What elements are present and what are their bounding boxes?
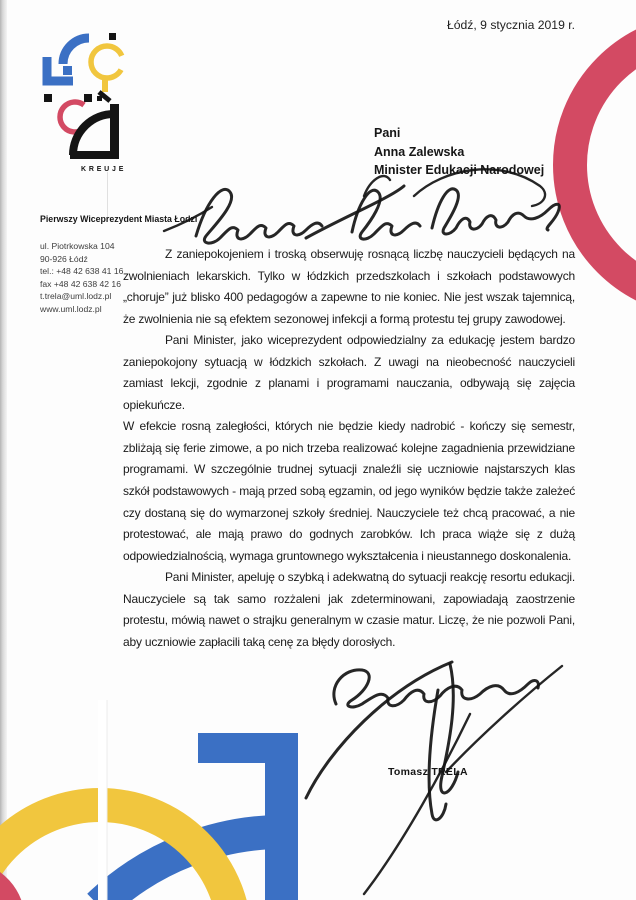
sender-fax: fax +48 42 638 42 16 <box>40 278 121 289</box>
signer-name: Tomasz TRELA <box>388 766 468 778</box>
sender-address-line: 90-926 Łódź <box>40 253 88 264</box>
paragraph: Pani Minister, apeluję o szybką i adekwatną do sytuacji reakcję resortu edukacji. Nauczyciele są tak samo rozżaleni jak zdeterminowani, zapowiadają zaostrzenie protestu, mówią nawet o strajku generalnym w czasie matur. Liczę, że nie pozwoli Pani, aby uczniowie zapłacili taką cenę za błędy dorosłych. <box>123 570 575 649</box>
recipient-line: Anna Zalewska <box>374 144 465 159</box>
lodz-kreuje-logo-icon <box>0 0 160 200</box>
sender-website: www.uml.lodz.pl <box>40 303 102 314</box>
sender-address-line: ul. Piotrkowska 104 <box>40 241 115 251</box>
sender-email: t.trela@uml.lodz.pl <box>40 291 112 302</box>
sender-contact-block <box>40 240 123 316</box>
recipient-line: Pani <box>374 126 401 140</box>
paragraph: Z zaniepokojeniem i troską obserwuję rosnącą liczbę nauczycieli będących na zwolnieniach lekarskich. Tylko w łódzkich przedszkolach i szkołach podstawowych „choruje” już blisko 400 pedagogów a zapewne to nie koniec. Nie jest wszak tajemnicą, że zwolnienia nie są efektem sezonowej infekcji a formą protestu tej grupy zawodowej. <box>123 247 575 326</box>
bottom-logo-decoration-icon <box>0 700 330 900</box>
recipient-line: Minister Edukacji Narodowej <box>374 163 545 177</box>
handwritten-signature <box>290 645 590 900</box>
handwritten-salutation <box>150 150 590 260</box>
letter-body <box>123 244 575 653</box>
paragraph: Pani Minister, jako wiceprezydent odpowiedzialny za edukację jestem bardzo zaniepokojony sytuacją w łódzkich szkołach. Z uwagi na nieobecność nauczycieli zamiast lekcji, zgodnie z planami i programami nauczania, odbywają się zajęcia opiekuńcze. <box>123 333 575 412</box>
logo-tagline: KREUJE <box>81 166 127 173</box>
sender-title: Pierwszy Wiceprezydent Miasta Łodzi <box>40 214 198 224</box>
letter-date: Łódź, 9 stycznia 2019 r. <box>446 18 575 32</box>
sender-phone: tel.: +48 42 638 41 16 <box>40 266 124 277</box>
paragraph: W efekcie rosną zaległości, których nie będzie kiedy nadrobić - kończy się semestr, zbliżają się ferie zimowe, a po nich trzeba realizować kolejne zagadnienia przewidziane programami. W szczególnie trudnej sytuacji znaleźli się uczniowie najstarszych klas szkół podstawowych - mają przed sobą egzamin, od jego wyników będzie także zależeć czy dostaną się do wymarzonej szkoły średniej. Nauczyciele też chcą pracować, a nie protestować, ale mają prawo do godnych zarobków. Ich praca wiąże się z dużą odpowiedzialnością, wymaga gruntownego wykształcenia i nieustannego doskonalenia. <box>123 419 575 563</box>
